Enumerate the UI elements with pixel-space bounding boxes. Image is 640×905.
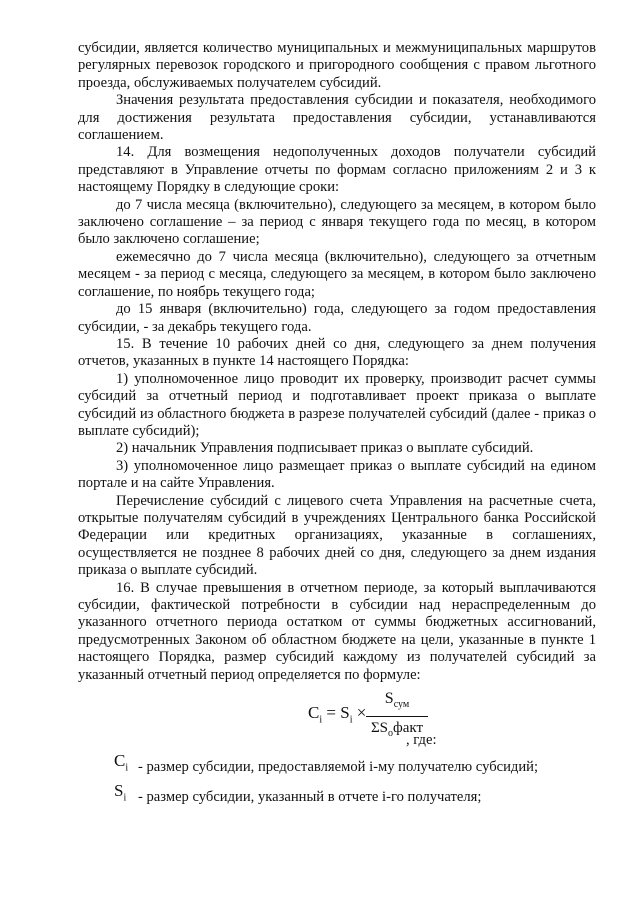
denominator-rest: факт bbox=[393, 720, 424, 737]
formula bbox=[78, 688, 596, 752]
definition-si bbox=[78, 782, 596, 812]
formula-equals: = bbox=[322, 703, 341, 723]
formula-lhs bbox=[308, 704, 366, 729]
paragraph-7: 15. В течение 10 рабочих дней со дня, следующего за днем получения отчетов, указанных в пункте 14 настоящего Порядка: bbox=[78, 335, 596, 370]
formula-numerator bbox=[366, 690, 428, 714]
paragraph-9: 2) начальник Управления подписывает приказ о выплате субсидий. bbox=[116, 440, 534, 457]
formula-s-var: S bbox=[340, 703, 350, 723]
paragraph-12: 16. В случае превышения в отчетном периоде, за который выплачиваются субсидии, фактической потребности в субсидии над нераспределенным до указанного отчетного периода остатком от суммы бюджетных ассигнований, предусмотренных Законом об областном бюджете на цели, указанные в пункте 1 настоящего Порядка, размер субсидий каждому из получателей субсидий за указанный отчетный период определяется по формуле: bbox=[78, 579, 596, 683]
ci-var: C bbox=[114, 751, 126, 771]
paragraph-5: ежемесячно до 7 числа месяца (включительно), следующего за отчетным месяцем - за период с месяца, следующего за месяцем, в котором было заключено соглашение, по ноябрь текущего года; bbox=[78, 248, 596, 300]
document-page bbox=[78, 40, 596, 812]
formula-times: × bbox=[352, 703, 367, 723]
paragraph-6: до 15 января (включительно) года, следующего за годом предоставления субсидии, - за декабрь текущего года. bbox=[78, 301, 596, 335]
paragraph-3: 14. Для возмещения недополученных доходов получатели субсидий представляют в Управление отчеты по формам согласно приложениям 2 и 3 к настоящему Порядку в следующие сроки: bbox=[78, 144, 596, 196]
paragraph-8: 1) уполномоченное лицо проводит их проверку, производит расчет суммы субсидий за отчетный период и подготавливает проект приказа о выплате субсидий из областного бюджета в разрезе получателей субсидий (далее - приказ о выплате субсидий); bbox=[78, 370, 596, 439]
paragraph-4: до 7 числа месяца (включительно), следующего за месяцем, в котором было заключено соглашение – за период с января текущего года по месяц, в котором было заключено соглашение; bbox=[78, 196, 596, 248]
definition-ci-text: - размер субсидии, предоставляемой i-му получателю субсидий; bbox=[138, 759, 539, 776]
paragraph-10: 3) уполномоченное лицо размещает приказ о выплате субсидий на едином портале и на сайте Управления. bbox=[78, 457, 596, 492]
formula-s-sub: i bbox=[349, 714, 353, 726]
si-sub: i bbox=[123, 792, 127, 804]
fraction-bar bbox=[366, 716, 428, 717]
ci-sub: i bbox=[125, 762, 129, 774]
numerator-var: S bbox=[384, 690, 394, 708]
si-var: S bbox=[114, 781, 124, 801]
paragraph-2: Значения результата предоставления субсидии и показателя, необходимого для достижения результата предоставления субсидии, устанавливаются соглашением. bbox=[78, 92, 596, 144]
definition-si-text: - размер субсидии, указанный в отчете i-го получателя; bbox=[138, 789, 482, 806]
definition-si-symbol bbox=[114, 782, 126, 807]
definition-ci bbox=[78, 752, 596, 782]
paragraph-11: Перечисление субсидий с лицевого счета Управления на расчетные счета, открытые получателям субсидий в учреждениях Центрального банка Российской Федерации или кредитных организациях, указанные в соглашениях, осуществляется не позднее 8 рабочих дней со дня, следующего за днем издания приказа о выплате субсидий. bbox=[78, 492, 596, 579]
numerator-sub: сум bbox=[393, 699, 410, 711]
paragraph-1: субсидии, является количество муниципальных и межмуниципальных маршрутов регулярных перевозок городского и пригородного сообщения с правом льготного проезда, обслуживаемых получателем субсидий. bbox=[78, 40, 596, 91]
formula-lhs-sub: i bbox=[319, 714, 323, 726]
denominator-sigma: ΣS bbox=[370, 720, 389, 737]
formula-where: , где: bbox=[406, 732, 437, 749]
formula-lhs-var: C bbox=[308, 703, 320, 723]
denominator-sub: о bbox=[388, 728, 394, 740]
definition-ci-symbol bbox=[114, 752, 128, 777]
